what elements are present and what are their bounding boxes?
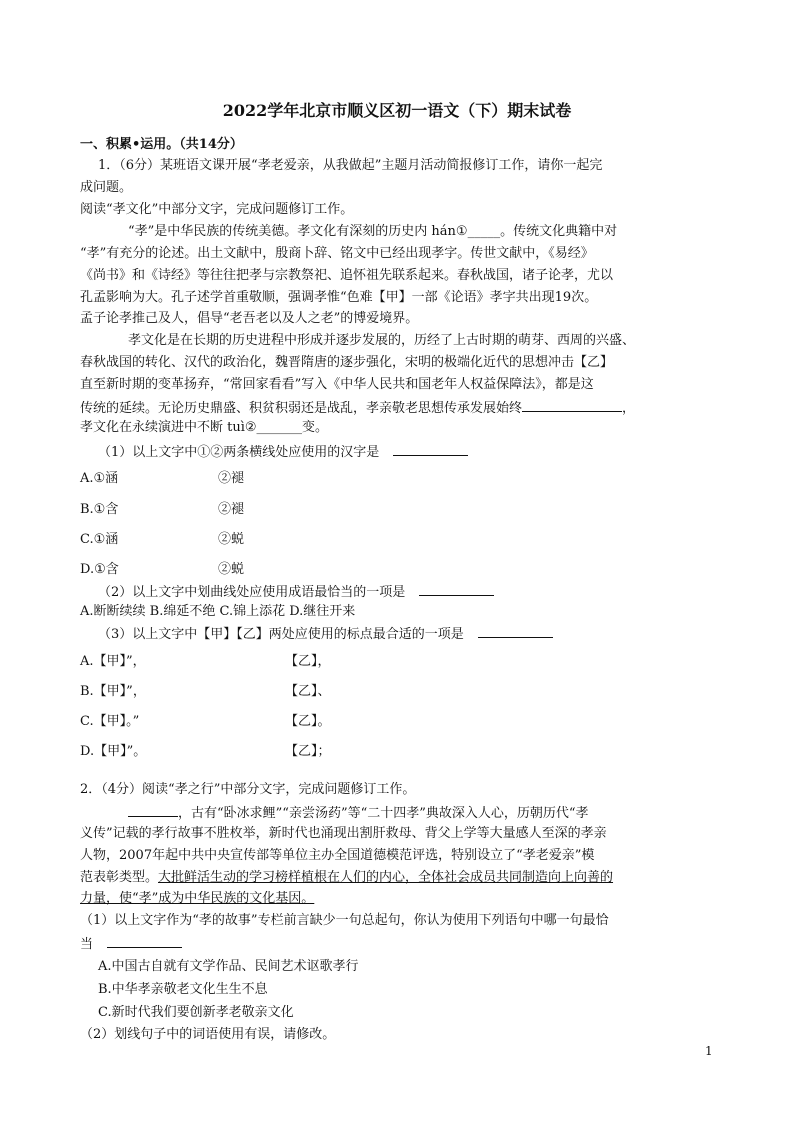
option-b[interactable]: B.①含: [80, 502, 119, 517]
passage-line: 孟子论孝推己及人，倡导“老吾老以及人之老”的博爱境界。: [80, 311, 419, 326]
option-c-part-2: 【乙】。: [285, 714, 331, 729]
passage-line: [128, 804, 589, 822]
sub-question: （1）以上文字作为“孝的故事”专栏前言缺少一句总起句，你认为使用下列语句中哪一句最恰: [80, 913, 609, 928]
sub-question: （2）划线句子中的词语使用有误，请修改。: [80, 1027, 336, 1042]
question-1-stem-cont: 成问题。: [80, 180, 133, 195]
sub-question-cont: [80, 935, 182, 953]
question-2-stem: 2．（4分）阅读“孝之行”中部分文字，完成问题修订工作。: [80, 782, 416, 797]
idiom-blank[interactable]: [522, 399, 622, 412]
option-d-part-2: 【乙】；: [285, 744, 331, 759]
passage-line: [80, 870, 613, 886]
sub-question: [98, 625, 553, 643]
option-b[interactable]: B.【甲】”，: [80, 684, 146, 699]
answer-blank[interactable]: [478, 625, 553, 638]
option-a[interactable]: A.中国古自就有文学作品、民间艺术讴歌孝行: [98, 959, 359, 974]
option-b[interactable]: B.中华孝亲敬老文化生生不息: [98, 982, 268, 997]
option-b-part-2: ②褪: [218, 502, 245, 517]
passage-line: “孝”有充分的论述。出土文献中，殷商卜辞、铭文中已经出现孝字。传世文献中，《易经》: [80, 246, 594, 261]
passage-text: 范表彰类型。: [80, 870, 159, 885]
passage-line: “孝”是中华民族的传统美德。孝文化有深刻的历史内 hán①_____。传统文化典籍中对: [128, 224, 618, 239]
page-number: 1: [705, 1044, 713, 1058]
option-b-part-2: 【乙】、: [285, 684, 331, 699]
passage-line: 春秋战国的转化、汉代的政治化，魏晋隋唐的逐步强化，宋明的极端化近代的思想冲击【乙】: [80, 355, 614, 370]
answer-blank[interactable]: [393, 443, 468, 456]
question-1-stem: 1．（6分）某班语文课开展“孝老爱亲，从我做起”主题月活动简报修订工作，请你一起完: [98, 158, 603, 173]
sub-question-text: （3）以上文字中【甲】【乙】两处应使用的标点最合适的一项是: [98, 627, 464, 642]
option-a[interactable]: A.①涵: [80, 471, 119, 486]
option-a[interactable]: A.【甲】”，: [80, 654, 146, 669]
option-a-part-2: ②褪: [218, 471, 245, 486]
option-c[interactable]: C.①涵: [80, 532, 119, 547]
page-title: 2022学年北京市顺义区初一语文（下）期末试卷: [222, 101, 572, 120]
passage-line: 人物，2007年起中共中央宣传部等单位主办全国道德模范评选，特别设立了“孝老爱亲”模: [80, 848, 595, 863]
answer-blank[interactable]: [419, 583, 494, 596]
passage-line: 孝文化在永续演进中不断 tuì②_______变。: [80, 420, 329, 435]
sub-question: [98, 443, 468, 461]
passage-text: 传统的延续。无论历史鼎盛、积贫积弱还是战乱，孝亲敬老思想传承发展始终: [80, 401, 523, 416]
passage-line: 义传”记载的孝行故事不胜枚举，新时代也涌现出割肝救母、背父上学等大量感人至深的孝亲: [80, 826, 607, 841]
sub-question-text: （2）以上文字中划曲线处应使用成语最恰当的一项是: [98, 585, 406, 600]
option-d[interactable]: D.【甲】”。: [80, 744, 147, 759]
underlined-sentence: 大批鲜活生动的学习榜样植根在人们的内心，全体社会成员共同制造向上向善的: [158, 870, 614, 885]
passage-line: 传统的延续。无论历史鼎盛、积贫积弱还是战乱，孝亲敬老思想传承发展始终 ，: [80, 401, 636, 416]
lead-sentence-blank[interactable]: [128, 804, 178, 817]
option-c[interactable]: C.【甲】。”: [80, 714, 140, 729]
sub-question-text: 当: [80, 937, 94, 952]
options-row: A.断断续续 B.绵延不绝 C.锦上添花 D.继往开来: [80, 604, 356, 619]
answer-blank[interactable]: [107, 935, 182, 948]
passage-line: 《尚书》和《诗经》等往往把孝与宗教祭祀、追怀祖先联系起来。春秋战国，诸子论孝，尤以: [80, 268, 614, 283]
option-c-part-2: ②蜕: [218, 532, 245, 547]
passage-line: 孝文化是在长期的历史进程中形成并逐步发展的，历经了上古时期的萌芽、西周的兴盛、: [128, 333, 636, 348]
passage-text: ，古有“卧冰求鲤”“亲尝汤药”等“二十四孝”典故深入人心，历朝历代“孝: [178, 806, 589, 821]
sub-question-text: （1）以上文字中①②两条横线处应使用的汉字是: [98, 445, 380, 460]
section-heading: 一、积累•运用。（共14分）: [80, 137, 243, 152]
option-d-part-2: ②蜕: [218, 562, 245, 577]
sub-question: [98, 583, 494, 601]
option-d[interactable]: D.①含: [80, 562, 119, 577]
question-1-instruction: 阅读“孝文化”中部分文字，完成问题修订工作。: [80, 202, 354, 217]
underlined-sentence: 力量，使“孝”成为中华民族的文化基因。: [80, 891, 315, 906]
option-c[interactable]: C.新时代我们要创新孝老敬亲文化: [98, 1005, 294, 1020]
passage-line: 直至新时期的变革扬弃，“常回家看看”写入《中华人民共和国老年人权益保障法》，都是这: [80, 377, 594, 392]
passage-line: 孔孟影响为大。孔子述学首重敬顺，强调孝惟“色难【甲】一部《论语》孝字共出现19次。: [80, 290, 598, 305]
option-a-part-2: 【乙】，: [285, 654, 331, 669]
